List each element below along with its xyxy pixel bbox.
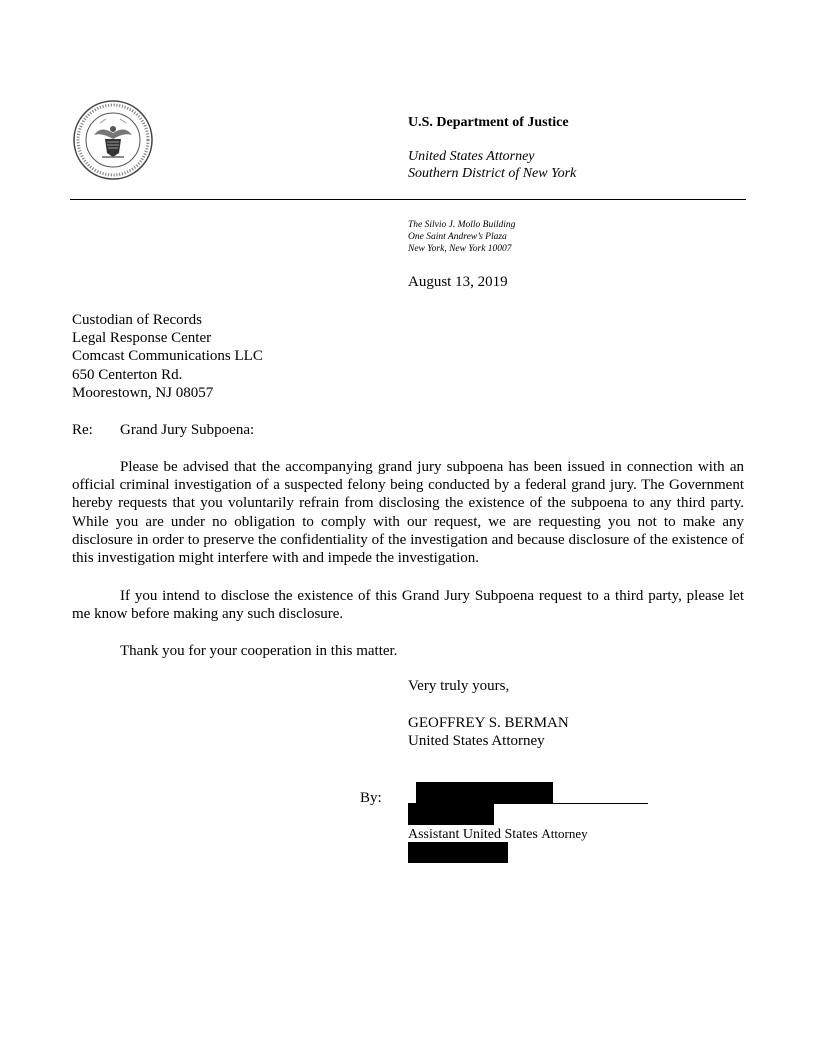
- body-paragraph-2: If you intend to disclose the existence of this Grand Jury Subpoena request to a third party, please let me know before making any such disclosure.: [72, 588, 744, 623]
- office-address: [408, 219, 515, 255]
- office-line-1: United States Attorney: [408, 149, 535, 164]
- letterhead-divider: [70, 199, 746, 200]
- re-subject: Grand Jury Subpoena:: [120, 422, 255, 438]
- ausa-title: [408, 826, 588, 843]
- re-label: Re:: [72, 422, 93, 438]
- recipient-line-3: Comcast Communications LLC: [72, 348, 263, 365]
- ausa-title-end: Attorney: [541, 826, 588, 841]
- address-line-2: One Saint Andrew’s Plaza: [408, 232, 507, 242]
- recipient-line-5: Moorestown, NJ 08057: [72, 384, 214, 401]
- recipient-line-1: Custodian of Records: [72, 312, 202, 328]
- redaction-phone: [408, 842, 508, 863]
- redaction-name: [408, 804, 494, 825]
- body-paragraph-3: Thank you for your cooperation in this matter.: [120, 643, 398, 659]
- recipient-line-2: Legal Response Center: [72, 330, 212, 347]
- signer-name: GEOFFREY S. BERMAN: [408, 715, 569, 731]
- office-block: [408, 148, 576, 182]
- redaction-signature: [416, 782, 553, 803]
- closing-salutation: Very truly yours,: [408, 678, 510, 694]
- department-name: U.S. Department of Justice: [408, 115, 569, 130]
- body-paragraph-1: Please be advised that the accompanying grand jury subpoena has been issued in connection with an official criminal investigation of a suspected felony being conducted by a federal grand jury. The Government hereby requests that you voluntarily refrain from disclosing the existence of the subpoena to any third party. While you are under no obligation to comply with our request, we are requesting you not to make any disclosure in order to preserve the confidentiality of the investigation and because disclosure of the existence of this investigation might interfere with and impede the investigation.: [72, 459, 744, 567]
- ausa-title-main: Assistant United States: [408, 827, 538, 842]
- office-line-2: Southern District of New York: [408, 166, 577, 181]
- address-line-3: New York, New York 10007: [408, 244, 512, 254]
- recipient-address: [72, 311, 263, 402]
- doj-seal-image: [72, 99, 154, 181]
- letter-date: August 13, 2019: [408, 274, 508, 290]
- signer-title: United States Attorney: [408, 733, 545, 750]
- by-label: By:: [360, 790, 382, 806]
- recipient-line-4: 650 Centerton Rd.: [72, 366, 183, 383]
- address-line-1: The Silvio J. Mollo Building: [408, 220, 516, 230]
- signer-block: [408, 714, 569, 750]
